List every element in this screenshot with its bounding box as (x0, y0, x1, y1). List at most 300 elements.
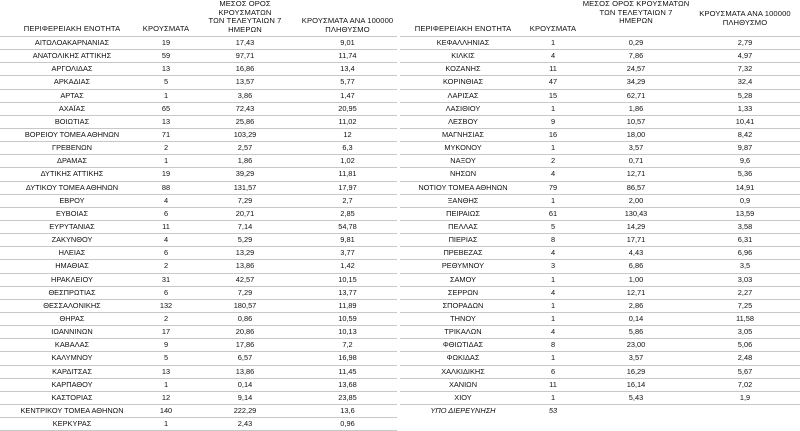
table-row (0, 195, 397, 208)
table-row (0, 274, 397, 287)
region-cell: ΗΡΑΚΛΕΙΟΥ (51, 274, 93, 284)
avg-cell: 23,00 (626, 340, 646, 350)
rate-cell: 10,15 (338, 274, 357, 284)
right-table-header (400, 0, 800, 37)
rate-cell: 2,79 (737, 38, 753, 47)
region-cell: ΑΧΑΪΑΣ (58, 103, 86, 113)
avg-cell: 5,43 (628, 392, 644, 402)
cases-cell: 5 (550, 221, 556, 231)
avg-cell: 6,57 (237, 353, 253, 363)
region-cell: ΙΩΑΝΝΙΝΩΝ (51, 327, 93, 337)
region-cell: ΕΥΒΟΙΑΣ (55, 208, 89, 218)
avg-cell: 17,86 (235, 340, 255, 350)
region-header: ΠΕΡΙΦΕΡΕΙΑΚΗ ΕΝΟΤΗΤΑ (414, 24, 512, 33)
avg-header-line-2: ΤΩΝ ΤΕΛΕΥΤΑΙΩΝ 7 (208, 16, 282, 26)
avg-cell: 16,86 (235, 64, 255, 74)
avg-cell: 34,29 (626, 77, 646, 87)
rate-cell: 2,85 (340, 208, 355, 218)
region-cell: ΑΙΤΩΛΟΑΚΑΡΝΑΝΙΑΣ (34, 38, 110, 47)
cases-cell: 6 (163, 287, 169, 297)
region-cell: ΚΕΝΤΡΙΚΟΥ ΤΟΜΕΑ ΑΘΗΝΩΝ (20, 405, 124, 415)
region-cell: ΠΙΕΡΙΑΣ (448, 235, 478, 245)
region-cell: ΕΒΡΟΥ (59, 195, 85, 205)
region-cell: ΝΑΞΟΥ (450, 156, 476, 166)
region-cell: ΚΙΛΚΙΣ (451, 51, 475, 61)
cases-cell: 1 (163, 419, 169, 429)
cases-cell: 4 (550, 327, 556, 337)
cases-cell: 11 (549, 379, 557, 389)
cases-cell: 15 (548, 90, 558, 100)
rate-cell: 8,42 (737, 129, 753, 139)
table-row (0, 116, 397, 129)
rate-cell: 13,4 (340, 64, 355, 74)
avg-cell: 17,71 (626, 235, 646, 245)
region-cell: ΠΕΛΛΑΣ (448, 221, 478, 231)
table-row (400, 392, 800, 405)
cases-cell: 8 (550, 235, 556, 245)
table-row (0, 37, 397, 50)
cases-cell: 79 (548, 182, 558, 192)
table-row (400, 116, 800, 129)
region-cell: ΧΑΛΚΙΔΙΚΗΣ (441, 366, 485, 376)
table-row (0, 168, 397, 181)
table-row (0, 63, 397, 76)
cases-cell: 65 (161, 103, 171, 113)
region-cell: ΝΟΤΙΟΥ ΤΟΜΕΑ ΑΘΗΝΩΝ (418, 182, 508, 192)
table-row (0, 300, 397, 313)
region-cell: ΚΑΒΑΛΑΣ (54, 340, 90, 350)
region-cell: ΑΡΓΟΛΙΔΑΣ (51, 64, 93, 74)
avg-header-line-1: ΜΕΣΟΣ ΟΡΟΣ ΚΡΟΥΣΜΑΤΩΝ (582, 0, 690, 8)
cases-cell: 4 (550, 51, 556, 61)
cases-cell: 47 (548, 77, 558, 87)
avg-cell: 222,29 (233, 405, 257, 415)
rate-header-line-1: ΚΡΟΥΣΜΑΤΑ ΑΝΑ 100000 (699, 9, 791, 18)
rate-cell: 11,89 (338, 300, 357, 310)
region-cell: ΛΑΣΙΘΙΟΥ (445, 103, 481, 113)
table-row (0, 234, 397, 247)
rate-cell: 11,45 (338, 366, 357, 376)
avg-cell: 5,86 (628, 327, 644, 337)
cases-cell: 1 (550, 313, 556, 323)
rate-cell: 9,6 (739, 156, 751, 166)
cases-cell: 4 (163, 195, 169, 205)
rate-cell: 7,25 (737, 300, 753, 310)
rate-cell: 14,91 (735, 182, 755, 192)
cases-cell: 1 (550, 300, 556, 310)
right-table (400, 0, 800, 417)
region-cell: ΔΥΤΙΚΟΥ ΤΟΜΕΑ ΑΘΗΝΩΝ (25, 182, 119, 192)
avg-cell: 3,57 (628, 143, 644, 153)
rate-cell: 4,97 (737, 51, 753, 61)
investigation-cases: 53 (548, 405, 558, 415)
region-cell: ΧΙΟΥ (454, 392, 472, 402)
cases-cell: 11 (162, 221, 170, 231)
avg-header-line-3: ΗΜΕΡΩΝ (619, 16, 653, 26)
avg-cell: 131,57 (233, 182, 257, 192)
rate-cell: 11,58 (736, 313, 754, 323)
table-row (0, 142, 397, 155)
table-row (400, 103, 800, 116)
table-row (400, 182, 800, 195)
region-cell: ΣΕΡΡΩΝ (447, 287, 479, 297)
rate-cell: 5,28 (737, 90, 753, 100)
rate-cell: 17,97 (338, 182, 357, 192)
region-cell: ΒΟΡΕΙΟΥ ΤΟΜΕΑ ΑΘΗΝΩΝ (24, 129, 120, 139)
avg-cell: 0,14 (237, 379, 253, 389)
rate-cell: 1,9 (739, 392, 751, 402)
table-row (0, 247, 397, 260)
avg-cell: 103,29 (233, 129, 257, 139)
table-row (0, 76, 397, 89)
avg-header (193, 0, 297, 34)
cases-cell: 12 (161, 392, 171, 402)
rate-cell: 10,59 (338, 313, 357, 323)
cases-cell: 13 (161, 366, 171, 376)
table-row (400, 63, 800, 76)
rate-header (692, 10, 798, 27)
rate-cell: 11,02 (338, 116, 357, 126)
avg-cell: 12,71 (626, 287, 646, 297)
avg-cell: 1,00 (628, 274, 644, 284)
region-cell: ΗΜΑΘΙΑΣ (55, 261, 89, 271)
avg-cell: 16,14 (626, 379, 646, 389)
region-cell: ΠΡΕΒΕΖΑΣ (443, 248, 483, 258)
right-table-body (400, 37, 800, 405)
region-cell: ΤΡΙΚΑΛΩΝ (444, 327, 482, 337)
rate-cell: 3,05 (737, 327, 753, 337)
avg-cell: 10,57 (626, 116, 646, 126)
table-row (0, 287, 397, 300)
rate-cell: 54,78 (338, 221, 357, 231)
rate-cell: 12 (343, 129, 352, 139)
left-table-header (0, 0, 397, 37)
table-row (400, 352, 800, 365)
avg-cell: 130,43 (624, 208, 648, 218)
avg-cell: 18,00 (626, 129, 646, 139)
avg-cell: 2,00 (628, 195, 644, 205)
table-row (400, 234, 800, 247)
avg-cell: 9,14 (237, 392, 253, 402)
rate-cell: 7,2 (342, 340, 353, 350)
rate-cell: 1,42 (340, 261, 355, 271)
avg-cell: 180,57 (233, 300, 257, 310)
cases-cell: 1 (550, 195, 556, 205)
table-row (0, 260, 397, 273)
avg-cell: 1,86 (628, 103, 644, 113)
cases-cell: 1 (163, 90, 169, 100)
region-cell: ΚΑΛΥΜΝΟΥ (51, 353, 93, 363)
region-cell: ΛΑΡΙΣΑΣ (447, 90, 479, 100)
region-cell: ΔΡΑΜΑΣ (57, 156, 87, 166)
avg-cell: 16,29 (626, 366, 646, 376)
region-cell: ΠΕΙΡΑΙΩΣ (446, 208, 480, 218)
investigation-row (400, 405, 800, 417)
region-cell: ΘΕΣΠΡΩΤΙΑΣ (48, 287, 96, 297)
avg-header-line-3: ΗΜΕΡΩΝ (228, 24, 262, 34)
region-cell: ΚΟΖΑΝΗΣ (445, 64, 481, 74)
avg-cell: 7,14 (237, 221, 253, 231)
rate-cell: 32,4 (737, 77, 753, 87)
rate-cell: 0,96 (340, 419, 355, 429)
cases-cell: 1 (550, 353, 556, 363)
cases-cell: 6 (550, 366, 556, 376)
table-row (400, 260, 800, 273)
region-cell: ΚΕΦΑΛΛΗΝΙΑΣ (436, 38, 490, 47)
region-cell: ΡΕΘΥΜΝΟΥ (441, 261, 485, 271)
cases-cell: 13 (161, 64, 171, 74)
table-row (400, 247, 800, 260)
cases-cell: 2 (550, 156, 556, 166)
rate-cell: 3,77 (340, 248, 355, 258)
rate-cell: 6,31 (737, 235, 753, 245)
table-row (0, 379, 397, 392)
avg-cell: 0,71 (628, 156, 644, 166)
cases-cell: 9 (550, 116, 556, 126)
cases-cell: 6 (163, 208, 169, 218)
cases-cell: 1 (550, 392, 556, 402)
avg-cell: 14,29 (626, 221, 646, 231)
cases-cell: 5 (163, 77, 169, 87)
left-table-body (0, 37, 397, 431)
rate-header-line-2: ΠΛΗΘΥΣΜΟ (722, 17, 768, 27)
avg-cell: 72,43 (235, 103, 255, 113)
rate-cell: 6,3 (342, 143, 353, 153)
region-cell: ΚΕΡΚΥΡΑΣ (52, 419, 92, 429)
rate-cell: 10,13 (338, 327, 357, 337)
cases-cell: 11 (549, 64, 557, 74)
table-row (0, 418, 397, 431)
avg-cell: 20,86 (235, 327, 255, 337)
table-row (0, 313, 397, 326)
rate-cell: 1,47 (340, 90, 355, 100)
region-cell: ΜΑΓΝΗΣΙΑΣ (442, 129, 484, 139)
table-row (0, 90, 397, 103)
rate-cell: 1,02 (340, 156, 355, 166)
region-cell: ΤΗΝΟΥ (450, 313, 476, 323)
avg-cell: 62,71 (626, 90, 646, 100)
avg-cell: 5,29 (237, 235, 253, 245)
region-cell: ΝΗΣΩΝ (449, 169, 477, 179)
avg-cell: 2,43 (237, 419, 253, 429)
cases-cell: 1 (163, 156, 169, 166)
avg-cell: 42,57 (235, 274, 255, 284)
region-header: ΠΕΡΙΦΕΡΕΙΑΚΗ ΕΝΟΤΗΤΑ (23, 24, 121, 33)
cases-cell: 1 (550, 38, 556, 47)
rate-cell: 5,06 (737, 340, 753, 350)
avg-cell: 13,57 (235, 77, 255, 87)
avg-cell: 2,86 (628, 300, 644, 310)
cases-cell: 61 (548, 208, 558, 218)
left-table (0, 0, 397, 431)
avg-cell: 86,57 (626, 182, 646, 192)
cases-cell: 71 (161, 129, 171, 139)
cases-cell: 9 (163, 340, 169, 350)
rate-cell: 20,95 (338, 103, 357, 113)
cases-cell: 1 (550, 274, 556, 284)
table-row (0, 103, 397, 116)
avg-cell: 7,29 (237, 287, 253, 297)
region-cell: ΕΥΡΥΤΑΝΙΑΣ (49, 221, 95, 231)
rate-cell: 13,6 (340, 405, 355, 415)
rate-cell: 13,59 (735, 208, 755, 218)
cases-header: ΚΡΟΥΣΜΑΤΑ (142, 24, 190, 33)
cases-cell: 1 (550, 103, 556, 113)
table-row (0, 326, 397, 339)
region-cell: ΖΑΚΥΝΘΟΥ (51, 235, 93, 245)
rate-cell: 11,81 (338, 169, 357, 179)
rate-cell: 13,68 (338, 379, 357, 389)
rate-cell: 1,33 (737, 103, 753, 113)
rate-cell: 7,32 (737, 64, 753, 74)
region-cell: ΛΕΣΒΟΥ (448, 116, 478, 126)
rate-cell: 0,9 (739, 195, 751, 205)
avg-cell: 20,71 (235, 208, 255, 218)
cases-cell: 1 (550, 143, 556, 153)
cases-cell: 13 (161, 116, 171, 126)
region-cell: ΘΗΡΑΣ (59, 313, 85, 323)
avg-cell: 3,86 (237, 90, 253, 100)
rate-cell: 3,03 (737, 274, 753, 284)
avg-cell: 2,57 (237, 143, 253, 153)
avg-cell: 12,71 (626, 169, 646, 179)
cases-cell: 132 (159, 300, 173, 310)
rate-header-line-2: ΠΛΗΘΥΣΜΟ (325, 24, 370, 34)
avg-header-line-2: ΤΩΝ ΤΕΛΕΥΤΑΙΩΝ 7 (599, 7, 673, 17)
table-row (400, 155, 800, 168)
cases-cell: 4 (163, 235, 169, 245)
table-row (400, 76, 800, 89)
rate-cell: 6,96 (737, 248, 753, 258)
rate-cell: 7,02 (737, 379, 753, 389)
region-cell: ΘΕΣΣΑΛΟΝΙΚΗΣ (43, 300, 101, 310)
avg-cell: 0,86 (237, 313, 253, 323)
rate-cell: 10,41 (735, 116, 755, 126)
table-row (400, 208, 800, 221)
table-row (400, 274, 800, 287)
cases-cell: 88 (161, 182, 171, 192)
cases-cell: 4 (550, 287, 556, 297)
table-row (400, 379, 800, 392)
table-row (0, 182, 397, 195)
table-row (400, 50, 800, 63)
avg-cell: 97,71 (235, 51, 255, 61)
cases-cell: 2 (163, 261, 169, 271)
region-cell: ΞΑΝΘΗΣ (447, 195, 479, 205)
avg-header (581, 0, 691, 26)
table-row (400, 366, 800, 379)
region-cell: ΚΑΣΤΟΡΙΑΣ (51, 392, 93, 402)
avg-cell: 13,86 (235, 366, 255, 376)
cases-cell: 16 (548, 129, 558, 139)
table-row (400, 287, 800, 300)
table-row (0, 50, 397, 63)
avg-cell: 25,86 (235, 116, 255, 126)
avg-cell: 6,86 (628, 261, 644, 271)
table-row (400, 313, 800, 326)
region-cell: ΜΥΚΟΝΟΥ (444, 143, 482, 153)
avg-cell: 0,14 (628, 313, 644, 323)
cases-cell: 8 (550, 340, 556, 350)
rate-cell: 11,74 (338, 51, 357, 61)
investigation-label: ΥΠΟ ΔΙΕΡΕΥΝΗΣΗ (430, 405, 496, 415)
table-row (400, 300, 800, 313)
rate-cell: 9,81 (340, 235, 355, 245)
cases-cell: 2 (163, 143, 169, 153)
region-cell: ΦΘΙΩΤΙΔΑΣ (442, 340, 484, 350)
table-row (0, 208, 397, 221)
avg-cell: 1,86 (237, 156, 253, 166)
cases-cell: 59 (161, 51, 171, 61)
avg-cell: 4,43 (628, 248, 644, 258)
cases-header: ΚΡΟΥΣΜΑΤΑ (529, 24, 577, 33)
avg-cell: 7,86 (628, 51, 644, 61)
table-row (0, 405, 397, 418)
region-cell: ΔΥΤΙΚΗΣ ΑΤΤΙΚΗΣ (40, 169, 104, 179)
table-row (0, 392, 397, 405)
cases-cell: 140 (159, 405, 173, 415)
avg-cell: 0,29 (628, 38, 644, 47)
cases-cell: 5 (163, 353, 169, 363)
cases-cell: 31 (161, 274, 171, 284)
rate-cell: 9,87 (737, 143, 753, 153)
cases-cell: 4 (550, 169, 556, 179)
cases-cell: 6 (163, 248, 169, 258)
region-cell: ΣΠΟΡΑΔΩΝ (442, 300, 484, 310)
cases-cell: 17 (161, 327, 171, 337)
table-row (0, 129, 397, 142)
table-row (400, 326, 800, 339)
cases-cell: 1 (163, 379, 169, 389)
table-row (400, 339, 800, 352)
cases-cell: 3 (550, 261, 556, 271)
rate-cell: 3,5 (739, 261, 751, 271)
avg-header-line-1: ΜΕΣΟΣ ΟΡΟΣ ΚΡΟΥΣΜΑΤΩΝ (218, 0, 272, 17)
table-row (0, 366, 397, 379)
region-cell: ΚΑΡΠΑΘΟΥ (51, 379, 93, 389)
cases-cell: 19 (161, 169, 171, 179)
cases-cell: 19 (161, 38, 171, 47)
region-cell: ΦΩΚΙΔΑΣ (446, 353, 480, 363)
table-row (400, 129, 800, 142)
cases-cell: 4 (550, 248, 556, 258)
table-row (400, 90, 800, 103)
table-row (400, 37, 800, 50)
region-cell: ΚΑΡΔΙΤΣΑΣ (52, 366, 92, 376)
table-row (400, 195, 800, 208)
avg-cell: 3,57 (628, 353, 644, 363)
rate-cell: 5,36 (737, 169, 753, 179)
avg-cell: 13,29 (235, 248, 255, 258)
region-cell: ΑΝΑΤΟΛΙΚΗΣ ΑΤΤΙΚΗΣ (32, 51, 112, 61)
region-cell: ΗΛΕΙΑΣ (58, 248, 86, 258)
rate-cell: 3,58 (737, 221, 753, 231)
table-row (400, 142, 800, 155)
region-cell: ΓΡΕΒΕΝΩΝ (52, 143, 92, 153)
table-row (400, 168, 800, 181)
table-row (0, 352, 397, 365)
rate-header (298, 17, 397, 34)
avg-cell: 7,29 (237, 195, 253, 205)
avg-cell: 13,86 (235, 261, 255, 271)
avg-cell: 24,57 (626, 64, 646, 74)
rate-cell: 2,48 (737, 353, 753, 363)
region-cell: ΑΡΤΑΣ (60, 90, 84, 100)
rate-cell: 23,85 (338, 392, 357, 402)
region-cell: ΑΡΚΑΔΙΑΣ (53, 77, 91, 87)
rate-cell: 16,98 (338, 353, 357, 363)
rate-cell: 2,27 (737, 287, 753, 297)
